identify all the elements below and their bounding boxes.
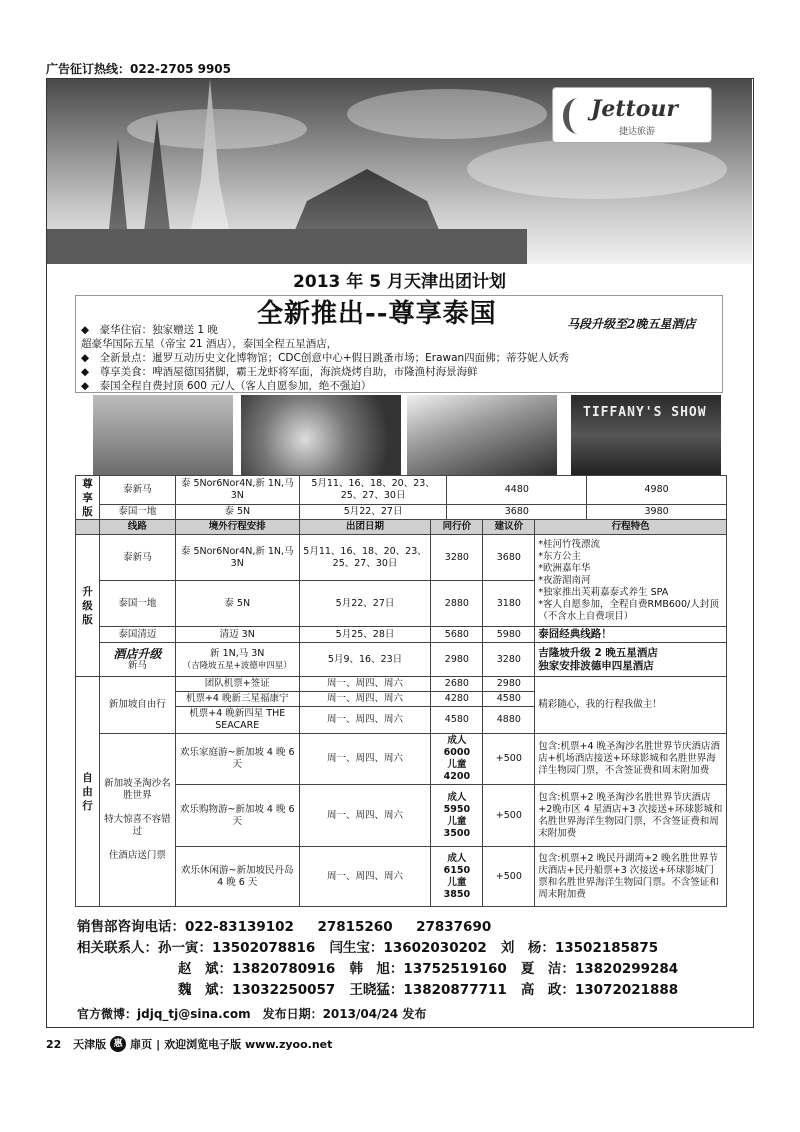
feature-bullets bbox=[81, 323, 569, 393]
table-row: 尊享版 泰新马 泰 5Nor6Nor4N,新 1N,马 3N 5月11、16、18、20、23、25、27、30日 4480 4980 bbox=[76, 476, 727, 505]
table-row: 泰国一地 泰 5N 5月22、27日 3680 3980 bbox=[76, 504, 727, 520]
divider: | bbox=[156, 1037, 161, 1051]
bullet-item: ◆ 尊享美食：啤酒屋德国猪脚，霸王龙虾将军面，海滨烧烤自助，市隆渔村海景海鲜 bbox=[81, 366, 478, 378]
vip-table bbox=[75, 475, 727, 521]
section-label: 尊享版 bbox=[76, 476, 100, 521]
sales-line: 销售部咨询电话：022-83139102 27815260 27837690 bbox=[77, 919, 492, 935]
section-label: 扉页 bbox=[130, 1038, 153, 1051]
section-label: 升级版 bbox=[76, 535, 100, 677]
table-row: 酒店升级 新马 新 1N,马 3N （吉隆坡五星+波德申四星） 5月9、16、23日 2980 3280 吉隆坡升级 2 晚五星酒店 独家安排波德申四星酒店 bbox=[76, 643, 727, 677]
contact-row: 赵 斌：13820780916 韩 旭：13752519160 夏 洁：13820299284 bbox=[178, 961, 679, 977]
table-row: 新加坡圣淘沙名胜世界 特大惊喜不容错过 住酒店送门票 欢乐家庭游~新加坡 4 晚 6 天 周一、周四、周六 成人 6000 儿童 4200 +500 包含:机票+4 晚圣淘沙名胜世界节庆酒店酒店+机场酒店接送+环球影城和名胜世界海洋生物园门票，不含签证费和周末附加费 bbox=[76, 734, 727, 785]
table-row: 泰国清迈 清迈 3N 5月25、28日 5680 5980 泰囧经典线路！ bbox=[76, 627, 727, 643]
section-label: 自由行 bbox=[76, 677, 100, 907]
bullet-item: ◆ 全新景点：暹罗互动历史文化博物馆；CDC创意中心+假日跳蚤市场；Erawan四面佛；蒂芬妮人妖秀 bbox=[81, 352, 570, 364]
weibo-line: 官方微博：jdjq_tj@sina.com 发布日期：2013/04/24 发布 bbox=[77, 1007, 427, 1021]
page-title: 2013 年 5 月天津出团计划 bbox=[293, 272, 506, 292]
table-row: 泰国一地 泰 5N 5月22、27日 2880 3180 bbox=[76, 581, 727, 627]
photo-strip bbox=[93, 395, 723, 475]
badge-icon: 惠 bbox=[110, 1036, 126, 1052]
table-row: 自由行 新加坡自由行 团队机票+签证 周一、周四、周六 2680 2980 精彩随心，我的行程我做主！ bbox=[76, 677, 727, 692]
grill-photo bbox=[407, 395, 557, 475]
bullet-item: ◆ 泰国全程自费封顶 600 元/人（客人自愿参加，绝不强迫） bbox=[81, 380, 372, 392]
table-row: 升级版 泰新马 泰 5Nor6Nor4N,新 1N,马 3N 5月11、16、18、20、23、25、27、30日 3280 3680 *桂河竹筏漂流 *东方公主 *欧洲嘉年华 *夜游湄南河 *独家推出芙莉嘉泰式养生 SPA *客人自愿参加，全程自费RMB600/人封顶（不含水上自费项目） bbox=[76, 535, 727, 581]
page-number: 22 bbox=[46, 1037, 62, 1051]
table-header-row: 线路 境外行程安排 出团日期 同行价 建议价 行程特色 bbox=[76, 520, 727, 535]
page-footer bbox=[46, 1036, 332, 1052]
promo-headline: 全新推出--尊享泰国 bbox=[257, 299, 497, 329]
show-photo bbox=[571, 395, 721, 475]
contact-row: 魏 斌：13032250057 王晓猛：13820877711 高 政：13072021888 bbox=[178, 982, 679, 998]
edition-label: 天津版 bbox=[73, 1038, 107, 1051]
table-row: 机票+4 晚新四星 THE SEACARE 周一、周四、周六 4580 4880 bbox=[76, 707, 727, 734]
tour-table bbox=[75, 519, 727, 907]
table-row: 欢乐购物游~新加坡 4 晚 6 天 周一、周四、周六 成人 5950 儿童 3500 +500 包含:机票+2 晚圣淘沙名胜世界节庆酒店+2晚市区 4 星酒店+3 次接送+环球影城和名胜世界海洋生物园门票，不含签证费和周末附加费 bbox=[76, 785, 727, 847]
bullet-item: 超豪华国际五星（帝宝 21 酒店），泰国全程五星酒店， bbox=[81, 338, 338, 350]
ad-hotline: 广告征订热线：022-2705 9905 bbox=[46, 62, 232, 76]
ad-frame bbox=[46, 78, 754, 1028]
contact-block bbox=[77, 917, 678, 1001]
bullet-item: ◆ 豪华住宿：独家赠送 1 晚 bbox=[81, 324, 218, 336]
table-row: 欢乐休闲游~新加坡民丹岛 4 晚 6 天 周一、周四、周六 成人 6150 儿童 3850 +500 包含:机票+2 晚民丹湖湾+2 晚名胜世界节庆酒店+民丹船票+3 次接送+环球影城门票和名胜世界海洋生物园门票。不含签证和周末附加费 bbox=[76, 847, 727, 907]
contact-row: 相关联系人：孙一寅：13502078816 闫生宝：13602030202 刘 杨：13502185875 bbox=[77, 940, 659, 956]
show-caption: TIFFANY'S SHOW bbox=[583, 405, 707, 420]
table-row: 机票+4 晚新三星福康宁 周一、周四、周六 4280 4580 bbox=[76, 692, 727, 707]
feature-cell: *桂河竹筏漂流 *东方公主 *欧洲嘉年华 *夜游湄南河 *独家推出芙莉嘉泰式养生 SPA *客人自愿参加，全程自费RMB600/人封顶（不含水上自费项目） bbox=[535, 535, 727, 627]
hotel-lobby-photo bbox=[93, 395, 233, 475]
jettour-logo: Jettour 捷达旅游 bbox=[552, 87, 712, 143]
seafood-photo bbox=[241, 395, 401, 475]
hero-banner-image bbox=[47, 79, 752, 264]
upgrade-note: 马段升级至2晚五星酒店 bbox=[567, 317, 696, 331]
website-link[interactable]: 欢迎浏览电子版 www.zyoo.net bbox=[164, 1038, 333, 1051]
